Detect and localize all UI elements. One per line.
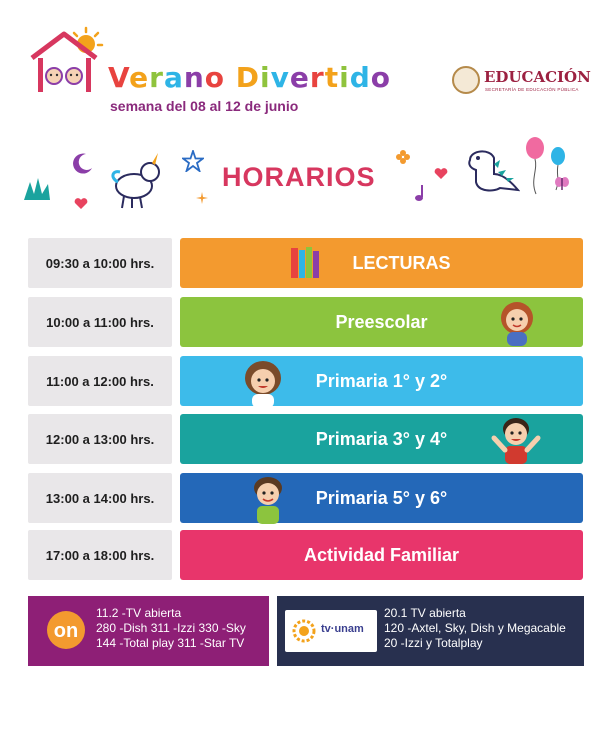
title-letter: o [370,61,392,94]
butterfly-icon [554,176,570,192]
program-bar [180,530,583,580]
kids-faces-icon [46,68,82,84]
svg-text:on: on [53,620,79,642]
event-title [108,62,391,94]
title-letter: d [349,61,371,94]
tvunam-logo [285,610,377,652]
program-label: LECTURAS [352,252,451,273]
unicorn-icon [108,152,164,210]
grass-icon [22,176,52,202]
time-slot: 11:00 a 12:00 hrs. [28,356,172,406]
title-letter: r [309,61,325,94]
week-subtitle: semana del 08 al 12 de junio [110,98,299,114]
schedule-heading: HORARIOS [222,162,376,192]
title-letter: i [260,61,271,94]
heart-icon [434,168,448,180]
books-icon [290,246,320,280]
boy-primary-icon [248,474,288,524]
time-slot: 09:30 a 10:00 hrs. [28,238,172,288]
title-letter: n [183,61,205,94]
title-letter [225,61,236,94]
program-label: Primaria 3° y 4° [315,428,448,449]
tvunam-sun-icon [289,616,319,646]
title-letter: a [163,61,184,94]
national-seal-icon [452,66,480,94]
channel-line: 120 -Axtel, Sky, Dish y Megacable [384,621,566,635]
boy-waving-icon [488,414,544,464]
program-label: Actividad Familiar [303,544,460,565]
agency-subtitle: SECRETARÍA DE EDUCACIÓN PÚBLICA [485,87,579,92]
star-outline-icon [182,150,204,172]
once-ninas-ninos-logo [36,604,94,658]
title-letter: D [235,61,261,94]
heart-icon [74,198,88,210]
program-bar [180,473,583,523]
sparkle-icon [196,192,208,204]
title-letter: r [149,61,164,94]
program-bar [180,238,583,288]
channel-box-tvunam [277,596,584,666]
title-letter: i [339,61,350,94]
program-label: Primaria 5° y 6° [315,487,448,508]
title-letter: t [324,61,340,94]
flower-icon [396,150,410,164]
dinosaur-icon [464,146,520,194]
moon-icon [72,152,94,174]
tvunam-wordmark: tv·unam [321,623,364,635]
title-letter: V [108,61,130,94]
program-label: Primaria 1° y 2° [315,370,448,391]
channel-line: 20 -Izzi y Totalplay [384,636,483,650]
channel-line: 144 -Total play 311 -Star TV [96,636,245,650]
agency-name: EDUCACIÓN [484,68,591,86]
time-slot: 13:00 a 14:00 hrs. [28,473,172,523]
program-label: Preescolar [335,311,428,332]
verano-divertido-logo [28,24,104,96]
sep-logo [452,66,592,98]
girl-primary-icon [240,358,286,408]
time-slot: 10:00 a 11:00 hrs. [28,297,172,347]
channel-line: 11.2 -TV abierta [96,606,182,620]
title-letter: o [204,61,226,94]
channel-line: 280 -Dish 311 -Izzi 330 -Sky [96,621,246,635]
time-slot: 17:00 a 18:00 hrs. [28,530,172,580]
girl-preschool-icon [498,300,536,346]
music-note-icon [414,184,426,202]
time-slot: 12:00 a 13:00 hrs. [28,414,172,464]
title-letter: v [270,61,290,94]
channel-box-once [28,596,269,666]
title-letter: e [289,61,310,94]
title-letter: e [129,61,150,94]
channel-line: 20.1 TV abierta [384,606,466,620]
